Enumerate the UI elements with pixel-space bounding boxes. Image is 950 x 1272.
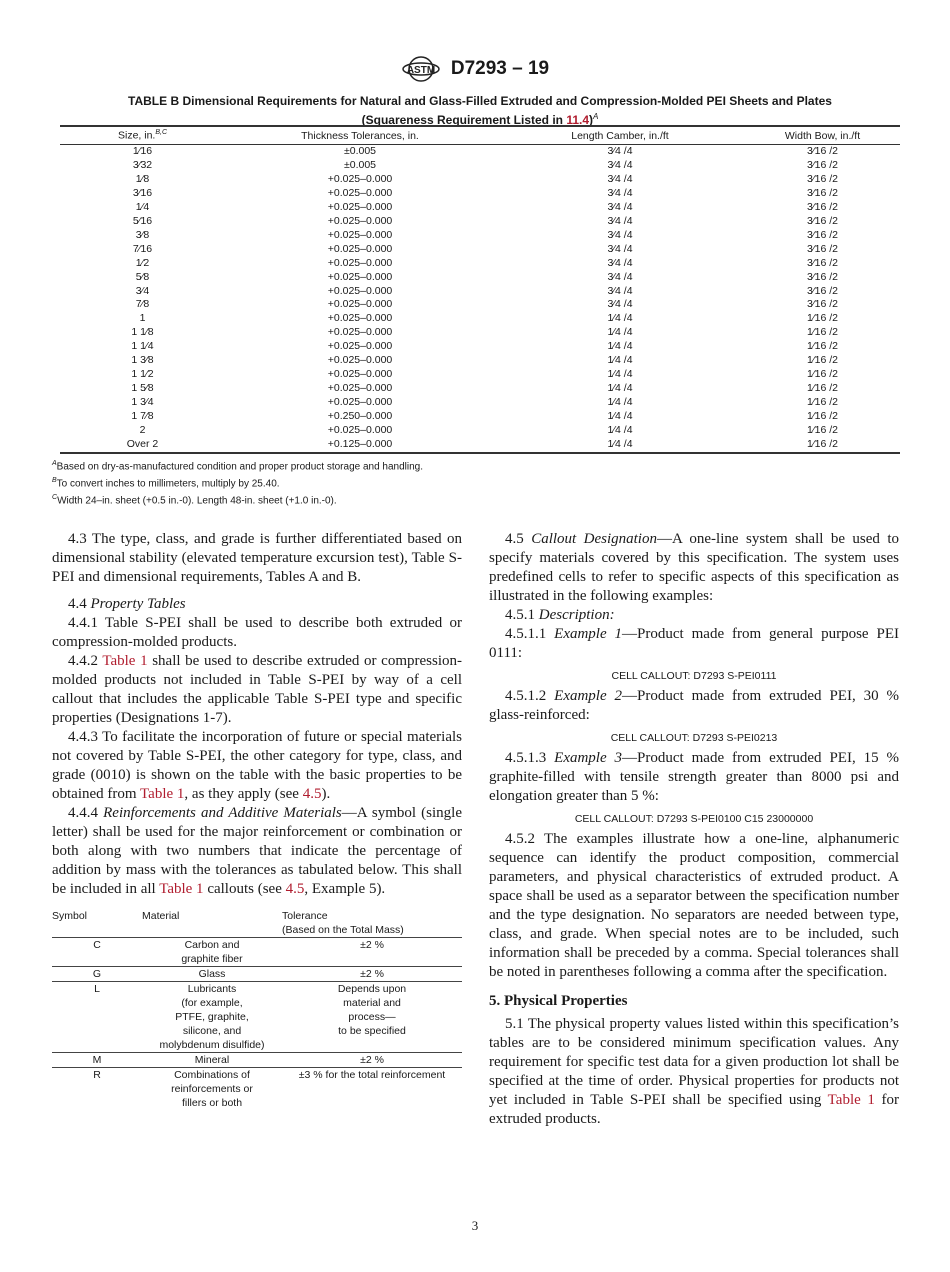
cell-size: 2 bbox=[139, 424, 146, 437]
cell-camber: 1⁄4 /4 bbox=[607, 354, 633, 367]
cell-bow: 1⁄16 /2 bbox=[807, 354, 838, 367]
svg-text:ASTM: ASTM bbox=[406, 65, 436, 76]
section-4-5-link[interactable]: 4.5 bbox=[302, 786, 322, 802]
table-row bbox=[60, 215, 900, 229]
cell-size: 1⁄16 bbox=[132, 145, 153, 157]
cell-thickness: +0.025–0.000 bbox=[327, 256, 393, 269]
cell-thickness: +0.025–0.000 bbox=[327, 312, 393, 325]
cell-material: Carbon and graphite fiber bbox=[181, 939, 243, 965]
table-b-body bbox=[60, 145, 900, 453]
table-row bbox=[60, 396, 900, 410]
cell-size: 5⁄16 bbox=[132, 214, 153, 227]
paragraph-4-4: 4.4 Property Tables bbox=[68, 596, 186, 612]
table-row bbox=[60, 424, 900, 438]
cell-thickness: +0.025–0.000 bbox=[327, 340, 393, 353]
cell-bow: 3⁄16 /2 bbox=[807, 158, 838, 171]
cell-bow: 3⁄16 /2 bbox=[807, 145, 838, 157]
table-header-row bbox=[60, 126, 900, 145]
table-row bbox=[52, 1068, 462, 1111]
table-1-link[interactable]: Table 1 bbox=[140, 786, 185, 802]
cell-thickness: +0.025–0.000 bbox=[327, 382, 393, 395]
footnote-b: $^B$To convert inches to millimeters, multiply by 25.40. bbox=[52, 476, 280, 490]
cell-size: 3⁄8 bbox=[135, 228, 150, 241]
cell-thickness: ±0.005 bbox=[343, 145, 377, 157]
table-1-link[interactable]: Table 1 bbox=[159, 881, 204, 897]
cell-size: 7⁄8 bbox=[135, 298, 150, 311]
paragraph-4-3: 4.3 The type, class, and grade is further differentiated based on dimensional stability (elevated temperature excursion test), Table S-PEI and dimensional requirements, Tables A and B. bbox=[52, 531, 462, 585]
cell-bow: 3⁄16 /2 bbox=[807, 200, 838, 213]
cell-camber: 1⁄4 /4 bbox=[607, 438, 633, 451]
paragraph-4-4-4: 4.4.4 Reinforcements and Additive Materials—A symbol (single letter) shall be used for the major reinforcement or combination or both along with two numbers that indicate the percentage of addition by mass with the tolerances as tabulated below. This shall be included in all Table 1 callouts (see 4.5, Example 5). bbox=[52, 805, 462, 897]
cell-tolerance: ±2 % bbox=[360, 968, 384, 980]
cell-camber: 3⁄4 /4 bbox=[607, 242, 633, 255]
table-row bbox=[60, 382, 900, 396]
cell-bow: 1⁄16 /2 bbox=[807, 326, 838, 339]
table-row bbox=[60, 354, 900, 368]
cell-thickness: +0.025–0.000 bbox=[327, 354, 393, 367]
cell-material: Mineral bbox=[194, 1054, 230, 1066]
cell-symbol: L bbox=[94, 983, 100, 995]
table-row bbox=[60, 312, 900, 326]
cell-bow: 3⁄16 /2 bbox=[807, 284, 838, 297]
table-row bbox=[60, 285, 900, 299]
table-row bbox=[60, 201, 900, 215]
cell-size: 1 5⁄8 bbox=[131, 382, 154, 395]
cell-camber: 3⁄4 /4 bbox=[607, 158, 633, 171]
table-row bbox=[60, 298, 900, 312]
cell-thickness: +0.250–0.000 bbox=[327, 410, 393, 423]
table-row bbox=[60, 340, 900, 354]
paragraph-4-5: 4.5 Callout Designation—A one-line system shall be used to specify materials covered by this specification. The system uses predefined cells to refer to specific aspects of this specification as illustrated in the following examples: bbox=[489, 531, 900, 604]
cell-size: Over 2 bbox=[126, 438, 159, 451]
section-5-heading: 5. Physical Properties bbox=[489, 993, 628, 1009]
left-column bbox=[52, 530, 462, 1110]
example-2: 4.5.1.2 Example 2—Product made from extruded PEI, 30 % glass-reinforced: bbox=[489, 688, 899, 723]
cell-size: 1 bbox=[139, 312, 146, 325]
footnote-a: $^A$Based on dry-as-manufactured condition and proper product storage and handling. bbox=[52, 460, 424, 473]
paragraph-4-4-3: 4.4.3 To facilitate the incorporation of future or special materials not covered by Table S-PEI, the other category for type, class, and grade (0010) is shown on the table with the basic properties to be obtained from Table 1, as they apply (see 4.5). bbox=[52, 729, 462, 802]
table-row bbox=[60, 326, 900, 340]
table-row bbox=[60, 438, 900, 453]
column-header-material: Material bbox=[142, 910, 180, 922]
table-row bbox=[60, 271, 900, 285]
cell-size: 1 1⁄2 bbox=[131, 368, 154, 381]
cell-camber: 3⁄4 /4 bbox=[607, 284, 633, 297]
table-row bbox=[52, 967, 462, 982]
title-text: ) bbox=[589, 113, 594, 127]
cell-size: 1 7⁄8 bbox=[131, 410, 154, 423]
cell-symbol: R bbox=[93, 1069, 101, 1081]
column-header-size: Size, in.$^{B,C}$ bbox=[117, 129, 168, 142]
cell-size: 5⁄8 bbox=[135, 270, 150, 283]
table-row bbox=[60, 145, 900, 159]
paragraph-4-4-1: 4.4.1 Table S-PEI shall be used to describe both extruded or compression-molded products. bbox=[52, 615, 462, 650]
cell-bow: 3⁄16 /2 bbox=[807, 172, 838, 185]
title-text: (Squareness Requirement Listed in bbox=[361, 113, 567, 127]
cell-camber: 3⁄4 /4 bbox=[607, 186, 633, 199]
cell-thickness: +0.025–0.000 bbox=[327, 242, 393, 255]
document-header bbox=[0, 54, 950, 84]
cell-thickness: +0.025–0.000 bbox=[327, 228, 393, 241]
cell-bow: 1⁄16 /2 bbox=[807, 340, 838, 353]
cell-size: 1 1⁄8 bbox=[131, 326, 154, 339]
table-1-link[interactable]: Table 1 bbox=[102, 653, 148, 669]
cell-symbol: C bbox=[93, 939, 101, 951]
section-11-4-link[interactable]: 11.4 bbox=[566, 113, 590, 127]
cell-size: 1⁄2 bbox=[135, 256, 150, 269]
table-1-link[interactable]: Table 1 bbox=[827, 1092, 875, 1108]
astm-logo-icon bbox=[401, 54, 441, 84]
cell-thickness: +0.125–0.000 bbox=[327, 438, 393, 451]
cell-thickness: +0.025–0.000 bbox=[327, 200, 393, 213]
cell-bow: 1⁄16 /2 bbox=[807, 438, 838, 451]
column-header-thickness: Thickness Tolerances, in. bbox=[301, 129, 419, 142]
cell-material: Lubricants (for example, PTFE, graphite, silicone, and molybdenum disulfide) bbox=[159, 983, 265, 1051]
cell-bow: 3⁄16 /2 bbox=[807, 298, 838, 311]
column-header-camber: Length Camber, in./ft bbox=[571, 129, 669, 142]
cell-tolerance: ±2 % bbox=[360, 939, 384, 951]
cell-camber: 3⁄4 /4 bbox=[607, 228, 633, 241]
cell-thickness: +0.025–0.000 bbox=[327, 326, 393, 339]
cell-thickness: +0.025–0.000 bbox=[327, 298, 393, 311]
cell-bow: 1⁄16 /2 bbox=[807, 312, 838, 325]
cell-camber: 3⁄4 /4 bbox=[607, 145, 633, 157]
cell-camber: 1⁄4 /4 bbox=[607, 340, 633, 353]
cell-thickness: +0.025–0.000 bbox=[327, 214, 393, 227]
footnote-c: $^C$Width 24–in. sheet (+0.5 in.-0). Length 48-in. sheet (+1.0 in.-0). bbox=[52, 493, 337, 506]
cell-thickness: +0.025–0.000 bbox=[327, 396, 393, 409]
cell-bow: 1⁄16 /2 bbox=[807, 410, 838, 423]
footnote-mark-a: A bbox=[593, 112, 599, 121]
cell-size: 1⁄8 bbox=[135, 172, 150, 185]
cell-camber: 1⁄4 /4 bbox=[607, 424, 633, 437]
cell-size: 7⁄16 bbox=[132, 242, 153, 255]
table-b-title-line1: TABLE B Dimensional Requirements for Natural and Glass-Filled Extruded and Compression-Molded PEI Sheets and Plates bbox=[128, 94, 832, 108]
table-row bbox=[52, 982, 462, 1053]
cell-thickness: +0.025–0.000 bbox=[327, 186, 393, 199]
cell-bow: 3⁄16 /2 bbox=[807, 270, 838, 283]
cell-symbol: M bbox=[92, 1054, 102, 1066]
cell-bow: 1⁄16 /2 bbox=[807, 424, 838, 437]
symbol-table-body bbox=[52, 938, 462, 1111]
table-row bbox=[60, 159, 900, 173]
cell-size: 3⁄4 bbox=[135, 284, 150, 297]
column-header-bow: Width Bow, in./ft bbox=[784, 129, 861, 142]
cell-material: Combinations of reinforcements or fillers or both bbox=[171, 1069, 253, 1109]
paragraph-5-1: 5.1 The physical property values listed within this specification’s tables are to be considered minimum specification values. Any requirement for specific test data for a given production lot shall be specified at the time of order. Physical properties for products not yet included in Table S-PEI shall be specified using Table 1 for extruded products. bbox=[489, 1016, 899, 1127]
table-row bbox=[52, 1053, 462, 1068]
cell-camber: 1⁄4 /4 bbox=[607, 382, 633, 395]
cell-tolerance: ±2 % bbox=[360, 1054, 384, 1066]
cell-size: 1 1⁄4 bbox=[131, 340, 154, 353]
right-column bbox=[489, 530, 899, 1129]
cell-tolerance: Depends upon material and process— to be specified bbox=[337, 983, 407, 1037]
cell-tolerance: ±3 % for the total reinforcement bbox=[298, 1069, 446, 1081]
cell-camber: 1⁄4 /4 bbox=[607, 368, 633, 381]
table-row bbox=[60, 410, 900, 424]
table-b-footnotes bbox=[52, 457, 652, 507]
cell-camber: 1⁄4 /4 bbox=[607, 396, 633, 409]
document-id: D7293 – 19 bbox=[450, 58, 550, 79]
cell-camber: 3⁄4 /4 bbox=[607, 270, 633, 283]
cell-symbol: G bbox=[92, 968, 102, 980]
page-number: 3 bbox=[471, 1218, 479, 1233]
cell-camber: 3⁄4 /4 bbox=[607, 214, 633, 227]
table-row bbox=[52, 938, 462, 967]
cell-bow: 3⁄16 /2 bbox=[807, 256, 838, 269]
cell-bow: 3⁄16 /2 bbox=[807, 186, 838, 199]
cell-size: 3⁄16 bbox=[132, 186, 153, 199]
cell-size: 3⁄32 bbox=[132, 158, 153, 171]
table-b-title bbox=[60, 94, 900, 128]
example-1: 4.5.1.1 Example 1—Product made from general purpose PEI 0111: bbox=[489, 626, 899, 661]
cell-callout-example-2: CELL CALLOUT: D7293 S-PEI0213 bbox=[610, 732, 778, 744]
cell-camber: 3⁄4 /4 bbox=[607, 256, 633, 269]
cell-camber: 3⁄4 /4 bbox=[607, 172, 633, 185]
paragraph-4-5-1: 4.5.1 Description: bbox=[505, 607, 615, 623]
table-row bbox=[60, 187, 900, 201]
cell-thickness: ±0.005 bbox=[343, 158, 377, 171]
cell-camber: 3⁄4 /4 bbox=[607, 200, 633, 213]
paragraph-4-5-2: 4.5.2 The examples illustrate how a one-line, alphanumeric sequence can identify the product composition, commercial parameters, and physical characteristics of extruded product. A space shall be used as a separator between the specification number and the type designation. No separators are needed between type, class, and grade. When special notes are to be included, such information shall be preceded by a comma. Special tolerances shall be noted in parentheses following a comma after the specification. bbox=[489, 831, 899, 980]
cell-callout-example-3: CELL CALLOUT: D7293 S-PEI0100 C15 23000000 bbox=[574, 813, 814, 825]
cell-thickness: +0.025–0.000 bbox=[327, 368, 393, 381]
table-row bbox=[60, 243, 900, 257]
cell-size: 1 3⁄8 bbox=[131, 354, 154, 367]
cell-camber: 1⁄4 /4 bbox=[607, 326, 633, 339]
cell-size: 1⁄4 bbox=[135, 200, 150, 213]
cell-bow: 1⁄16 /2 bbox=[807, 382, 838, 395]
table-row bbox=[60, 257, 900, 271]
cell-callout-example-1: CELL CALLOUT: D7293 S-PEI0111 bbox=[611, 670, 777, 682]
paragraph-4-4-2: 4.4.2 Table 1 shall be used to describe extruded or compression-molded products not included in Table S-PEI by way of a cell callout that includes the applicable Table S-PEI type and specific properties (Designations 1-7). bbox=[52, 653, 462, 726]
cell-thickness: +0.025–0.000 bbox=[327, 424, 393, 437]
cell-bow: 3⁄16 /2 bbox=[807, 214, 838, 227]
cell-bow: 1⁄16 /2 bbox=[807, 396, 838, 409]
example-3: 4.5.1.3 Example 3—Product made from extruded PEI, 15 % graphite-filled with tensile strength greater than 8000 psi and elongation greater than 5 %: bbox=[489, 750, 899, 804]
table-row bbox=[60, 368, 900, 382]
table-row bbox=[60, 229, 900, 243]
cell-thickness: +0.025–0.000 bbox=[327, 284, 393, 297]
column-header-symbol: Symbol bbox=[52, 910, 88, 922]
cell-camber: 3⁄4 /4 bbox=[607, 298, 633, 311]
cell-bow: 3⁄16 /2 bbox=[807, 228, 838, 241]
cell-thickness: +0.025–0.000 bbox=[327, 270, 393, 283]
cell-bow: 3⁄16 /2 bbox=[807, 242, 838, 255]
cell-camber: 1⁄4 /4 bbox=[607, 410, 633, 423]
cell-bow: 1⁄16 /2 bbox=[807, 368, 838, 381]
cell-thickness: +0.025–0.000 bbox=[327, 172, 393, 185]
section-4-5-link[interactable]: 4.5 bbox=[285, 881, 305, 897]
cell-size: 1 3⁄4 bbox=[131, 396, 154, 409]
table-b-dimensional-requirements bbox=[60, 125, 900, 454]
cell-material: Glass bbox=[198, 968, 226, 980]
reinforcement-symbol-table bbox=[52, 909, 462, 1110]
cell-camber: 1⁄4 /4 bbox=[607, 312, 633, 325]
column-header-tolerance: Tolerance (Based on the Total Mass) bbox=[282, 910, 404, 936]
table-row bbox=[60, 173, 900, 187]
table-header-row bbox=[52, 909, 462, 938]
